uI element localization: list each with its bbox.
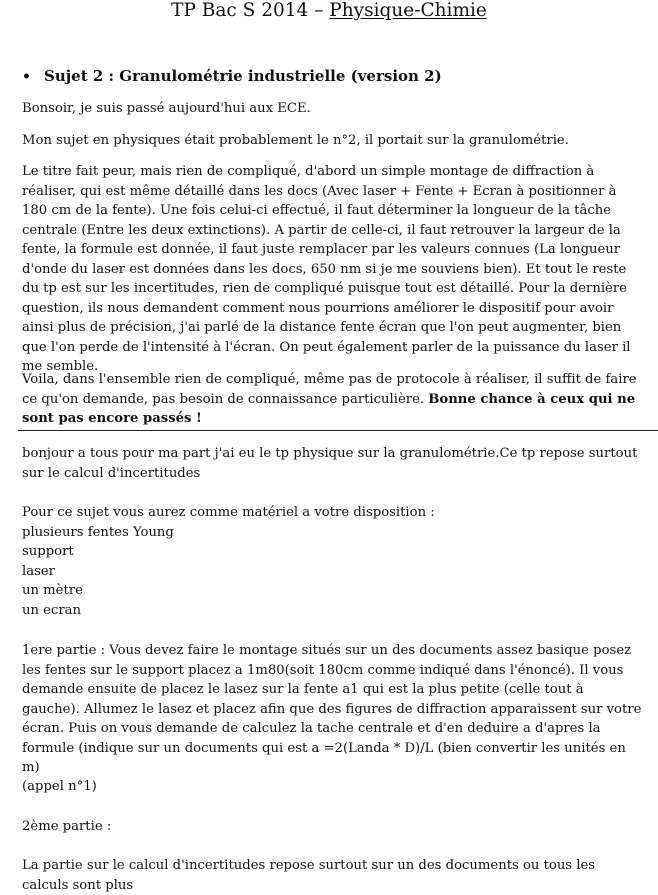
materiel-item: plusieurs fentes Young <box>22 524 174 540</box>
post1-body: Le titre fait peur, mais rien de compliqué, d'abord un simple montage de diffraction à réaliser, qui est même détaillé dans les docs (Avec laser + Fente + Ecran à positionner à 180 cm de la fente). Une fois celui-ci effectué, il faut déterminer la longueur de la tâche centrale (Entre les deux extinctions). A partir de celle-ci, il faut retrouver la largeur de la fente, la formule est donnée, il faut juste remplacer par les valeurs connues (La longueur d'onde du laser est données dans les docs, 650 nm si je me souviens bien). Et tout le reste du tp est sur les incertitudes, rien de compliqué puisque tout est détaillé. Pour la dernière question, ils nous demandent comment nous pourrions améliorer le dispositif pour avoir ainsi plus de précision, j'ai parlé de la distance fente écran que l'on peut augmenter, bien que l'on perde de l'intensité à l'écran. On peut également parler de la puissance du laser il me semble. <box>22 164 631 374</box>
materiel-item: un mètre <box>22 583 83 598</box>
post1-conclusion-bold: Bonne chance à ceux qui ne sont pas encore passés ! <box>22 391 636 426</box>
section-heading <box>22 66 652 87</box>
title-prefix: TP Bac S 2014 – <box>171 0 330 21</box>
post2-appel: (appel n°1) <box>22 779 97 794</box>
materiel-item: support <box>22 544 74 559</box>
post1-conclusion-text: Voila, dans l'ensemble rien de compliqué, même pas de protocole à réaliser, il suffit de faire ce qu'on demande, pas besoin de connaissance particulière. <box>22 372 637 407</box>
page-title <box>0 0 658 22</box>
post2-partie2-title: 2ème partie : <box>22 819 112 834</box>
post-divider <box>18 430 658 431</box>
materiel-item: un ecran <box>22 602 82 618</box>
post1-greeting: Bonsoir, je suis passé aujourd'hui aux ECE. <box>22 101 311 116</box>
post2-materiel <box>22 503 644 620</box>
post2-partie1: 1ere partie : Vous devez faire le montage situés sur un des documents assez basique posez les fentes sur le support placez a 1m80(soit 180cm comme indiqué dans l'énoncé). Il vous demande ensuite de placez le lasez sur la fente a1 qui est la plus petite (celle tout à gauche). Allumez le lasez et placez afin que des figures de diffraction apparaissent sur votre écran. Puis on vous demande de calculez la tache centrale et d'en deduire a d'apres la formule (indique sur un documents qui est a =2(Landa * D)/L (bien convertir les unités en m) <box>22 643 642 775</box>
post1-conclusion <box>22 370 644 429</box>
bullet-icon: • <box>22 69 31 85</box>
post1-subject-line: Mon sujet en physiques était probablement le n°2, il portait sur la granulométrie. <box>22 133 569 148</box>
materiel-item: laser <box>22 563 55 579</box>
post2-partie2-text: La partie sur le calcul d'incertitudes repose surtout sur un des documents ou tous les calculs sont plus <box>22 858 596 893</box>
section-heading-text: Sujet 2 : Granulométrie industrielle (version 2) <box>44 67 442 85</box>
post2-intro: bonjour a tous pour ma part j'ai eu le tp physique sur la granulométrie.Ce tp repose surtout sur le calcul d'incertitudes <box>22 446 638 481</box>
title-subject: Physique-Chimie <box>329 0 487 21</box>
materiel-intro: Pour ce sujet vous aurez comme matériel a votre disposition : <box>22 505 435 520</box>
